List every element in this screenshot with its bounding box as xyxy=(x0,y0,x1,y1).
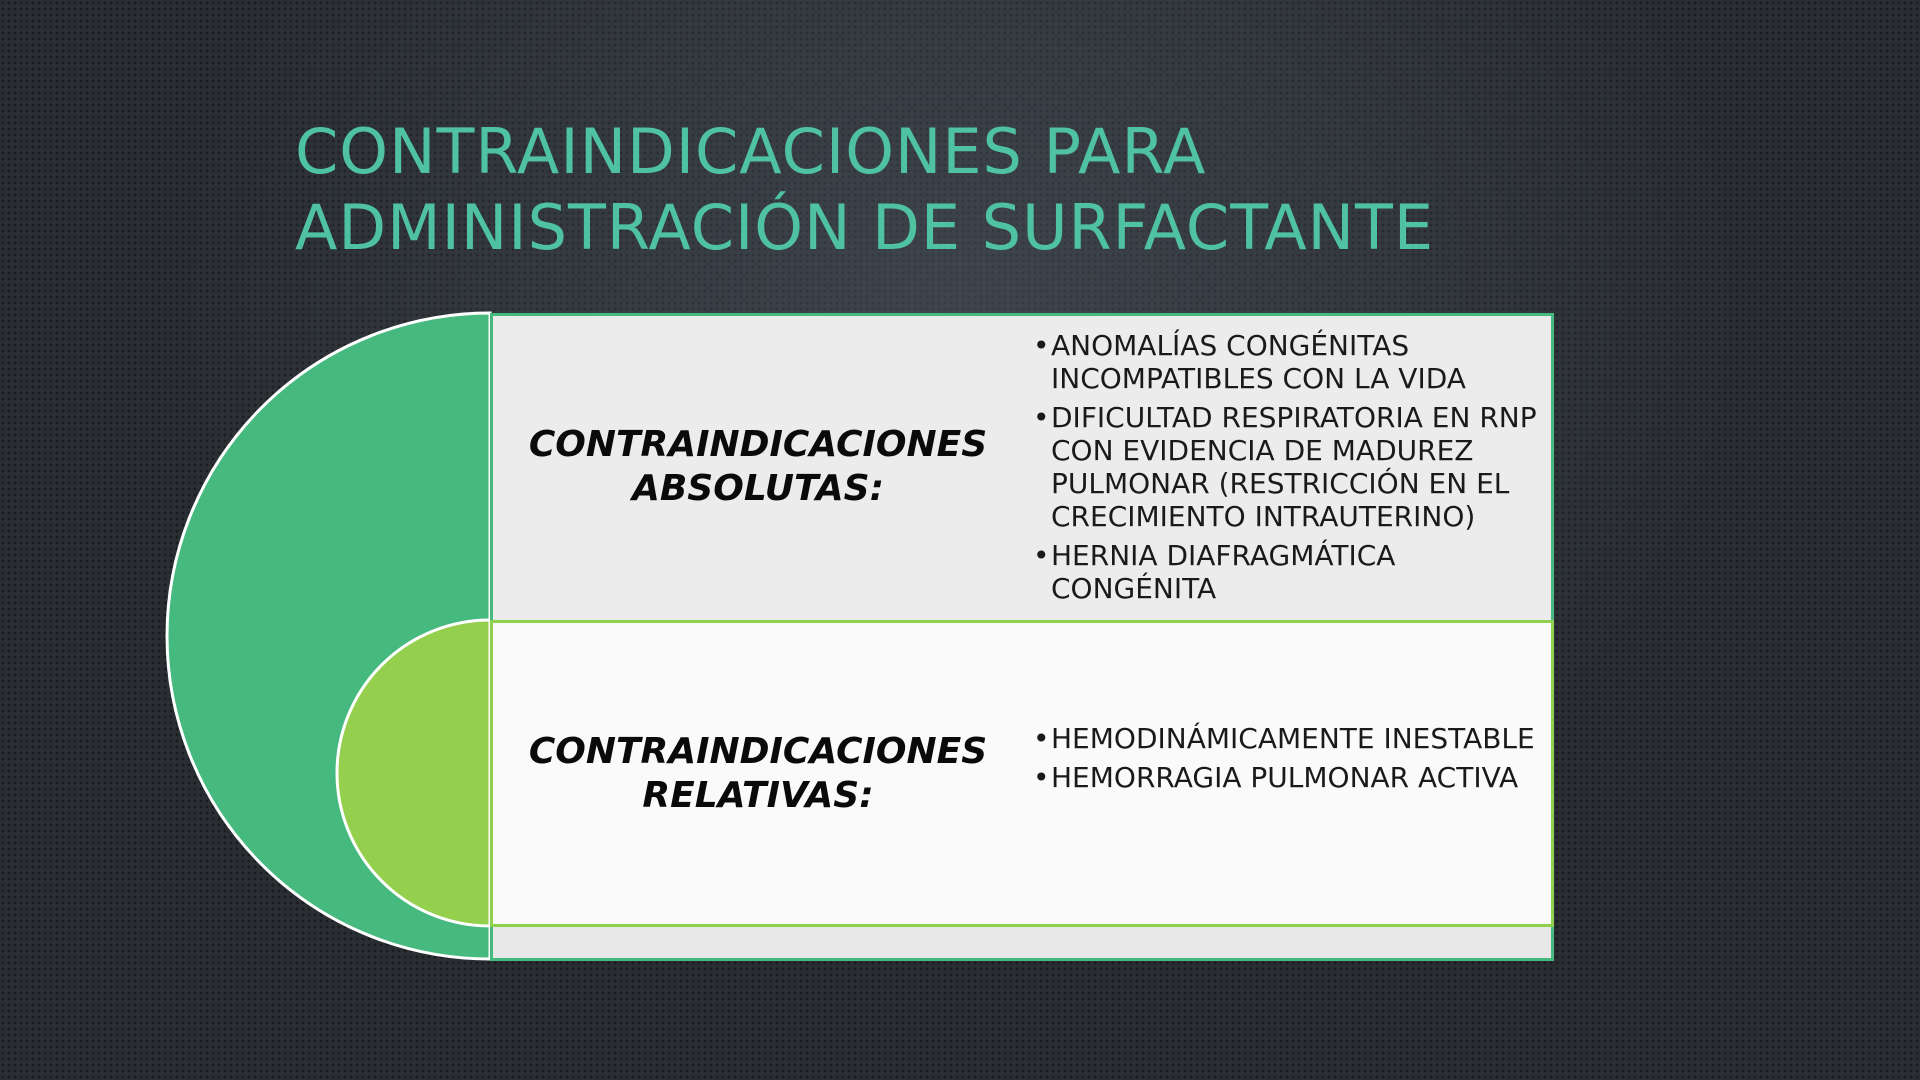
absolute-contraindications-list xyxy=(1033,329,1553,611)
label-line-1: CONTRAINDICACIONES xyxy=(528,424,988,465)
slide-title-line-1: CONTRAINDICACIONES PARA xyxy=(295,114,1207,188)
relative-contraindications-label xyxy=(493,730,1023,818)
list-item: • DIFICULTAD RESPIRATORIA EN RNP CON EVIDENCIA DE MADUREZ PULMONAR (RESTRICCIÓN EN EL CRECIMIENTO INTRAUTERINO) xyxy=(1033,401,1553,533)
list-item: • HERNIA DIAFRAGMÁTICA CONGÉNITA xyxy=(1033,539,1553,605)
label-line-1: CONTRAINDICACIONES xyxy=(528,731,988,772)
absolute-contraindications-panel xyxy=(490,313,1554,620)
relative-contraindications-panel xyxy=(490,620,1554,927)
label-line-2: ABSOLUTAS: xyxy=(632,468,884,509)
list-item: • HEMORRAGIA PULMONAR ACTIVA xyxy=(1033,761,1553,794)
diagram-base-strip xyxy=(490,927,1554,961)
list-item: • ANOMALÍAS CONGÉNITAS INCOMPATIBLES CON LA VIDA xyxy=(1033,329,1553,395)
label-line-2: RELATIVAS: xyxy=(642,775,874,816)
list-item: • HEMODINÁMICAMENTE INESTABLE xyxy=(1033,722,1553,755)
slide-title-line-2: ADMINISTRACIÓN DE SURFACTANTE xyxy=(295,190,1435,264)
absolute-contraindications-label xyxy=(493,423,1023,511)
relative-contraindications-list xyxy=(1033,722,1553,800)
